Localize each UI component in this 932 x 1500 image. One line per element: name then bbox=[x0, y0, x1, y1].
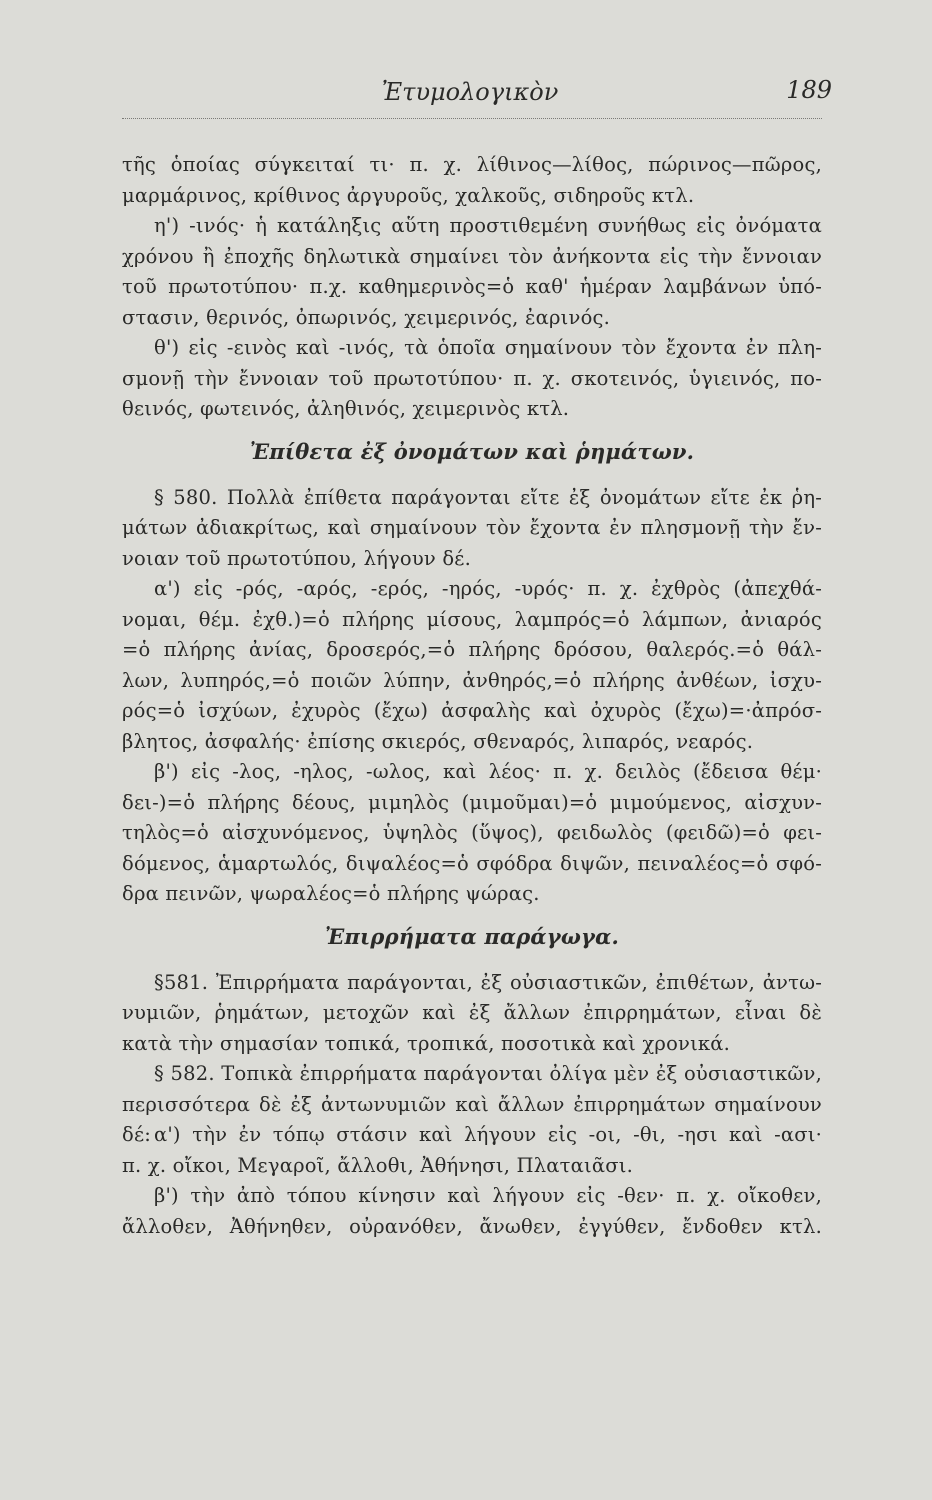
text-line: νυμιῶν, ῥημάτων, μετοχῶν καὶ ἐξ ἄλλων ἐπιρρημάτων, εἶναι δὲ bbox=[122, 1001, 822, 1024]
section-heading: Ἐπίθετα ἐξ ὀνομάτων καὶ ῥημάτων. bbox=[249, 438, 695, 464]
text-line: θεινός, φωτεινός, ἀληθινός, χειμερινὸς κτλ. bbox=[122, 397, 570, 420]
text-line: περισσότερα δὲ ἐξ ἀντωνυμιῶν καὶ ἄλλων ἐπιρρημάτων σημαίνουν δέ: bbox=[122, 1092, 822, 1146]
text-line: τῆς ὁποίας σύγκειταί τι· π. χ. λίθινος—λίθος, πώρινος—πῶρος, bbox=[122, 153, 822, 176]
text-line: η') -ινός· ἡ κατάληξις αὕτη προστιθεμένη συνήθως εἰς ὀνόματα bbox=[154, 214, 822, 237]
text-line: β') τὴν ἀπὸ τόπου κίνησιν καὶ λήγουν εἰς -θεν· π. χ. οἴκοθεν, bbox=[154, 1184, 822, 1207]
text-line: χρόνου ἢ ἐποχῆς δηλωτικὰ σημαίνει τὸν ἀνήκοντα εἰς τὴν ἔννοιαν bbox=[122, 244, 822, 268]
text-line: § 582. Τοπικὰ ἐπιρρήματα παράγονται ὀλίγα μὲν ἐξ οὐσιαστικῶν, bbox=[154, 1062, 822, 1085]
page-number: 189 bbox=[786, 76, 832, 104]
text-line: τοῦ πρωτοτύπου· π.χ. καθημερινὸς=ὁ καθ' ἡμέραν λαμβάνων ὑπό- bbox=[122, 275, 822, 298]
text-line: μαρμάρινος, κρίθινος ἀργυροῦς, χαλκοῦς, σιδηροῦς κτλ. bbox=[122, 183, 695, 207]
text-line: νοιαν τοῦ πρωτοτύπου, λήγουν δέ. bbox=[122, 546, 471, 570]
text-line: =ὁ πλήρης ἀνίας, δροσερός,=ὁ πλήρης δρόσου, θαλερός.=ὁ θάλ- bbox=[122, 638, 822, 661]
text-line: λων, λυπηρός,=ὁ ποιῶν λύπην, ἀνθηρός,=ὁ πλήρης ἀνθέων, ἰσχυ- bbox=[122, 668, 822, 692]
text-line: π. χ. οἴκοι, Μεγαροῖ, ἄλλοθι, Ἀθήνησι, Πλαταιᾶσι. bbox=[122, 1153, 633, 1177]
text-line: τηλὸς=ὁ αἰσχυνόμενος, ὑψηλὸς (ὕψος), φειδωλὸς (φειδῶ)=ὁ φει- bbox=[122, 821, 822, 844]
text-line: μάτων ἀδιακρίτως, καὶ σημαίνουν τὸν ἔχοντα ἐν πλησμονῇ τὴν ἔν- bbox=[122, 516, 822, 539]
text-line: § 580. Πολλὰ ἐπίθετα παράγονται εἴτε ἐξ ὀνομάτων εἴτε ἐκ ῥη- bbox=[154, 485, 822, 509]
text-line: ρός=ὁ ἰσχύων, ἐχυρὸς (ἔχω) ἀσφαλὴς καὶ ὀχυρὸς (ἔχω)=·ἀπρόσ- bbox=[122, 699, 822, 722]
running-title: Ἐτυμολογικὸν bbox=[381, 78, 559, 106]
text-line: δόμενος, ἁμαρτωλός, διψαλέος=ὁ σφόδρα διψῶν, πειναλέος=ὁ σφό- bbox=[122, 851, 822, 875]
page-header bbox=[120, 74, 832, 114]
text-line: βλητος, ἀσφαλής· ἐπίσης σκιερός, σθεναρός, λιπαρός, νεαρός. bbox=[122, 729, 754, 753]
header-rule bbox=[122, 118, 822, 119]
text-line: α') εἰς -ρός, -αρός, -ερός, -ηρός, -υρός· π. χ. ἐχθρὸς (ἀπεχθά- bbox=[154, 577, 822, 600]
body-text bbox=[122, 150, 822, 1242]
text-line: §581. Ἐπιρρήματα παράγονται, ἐξ οὐσιαστικῶν, ἐπιθέτων, ἀντω- bbox=[154, 970, 822, 994]
text-line: δει-)=ὁ πλήρης δέους, μιμηλὸς (μιμοῦμαι)=ὁ μιμούμενος, αἰσχυν- bbox=[122, 790, 822, 814]
text-line: β') εἰς -λος, -ηλος, -ωλος, καὶ λέος· π. χ. δειλὸς (ἔδεισα θέμ· bbox=[154, 760, 822, 783]
text-line: στασιν, θερινός, ὀπωρινός, χειμερινός, ἐαρινός. bbox=[122, 305, 611, 329]
text-line: σμονῇ τὴν ἔννοιαν τοῦ πρωτοτύπου· π. χ. σκοτεινός, ὑγιεινός, πο- bbox=[122, 366, 822, 390]
text-line: δρα πεινῶν, ψωραλέος=ὁ πλήρης ψώρας. bbox=[122, 882, 540, 905]
text-line: α') τὴν ἐν τόπῳ στάσιν καὶ λήγουν εἰς -οι, -θι, -ησι καὶ -ασι· bbox=[154, 1123, 822, 1146]
text-line: θ') εἰς -εινὸς καὶ -ινός, τὰ ὁποῖα σημαίνουν τὸν ἔχοντα ἐν πλη- bbox=[154, 336, 822, 359]
text-line: ἄλλοθεν, Ἀθήνηθεν, οὐρανόθεν, ἄνωθεν, ἐγγύθεν, ἔνδοθεν κτλ. bbox=[122, 1214, 822, 1238]
text-line: νομαι, θέμ. ἐχθ.)=ὁ πλήρης μίσους, λαμπρός=ὁ λάμπων, ἀνιαρός bbox=[122, 607, 822, 631]
text-line: κατὰ τὴν σημασίαν τοπικά, τροπικά, ποσοτικὰ καὶ χρονικά. bbox=[122, 1031, 731, 1055]
section-heading: Ἐπιρρήματα παράγωγα. bbox=[325, 923, 619, 949]
